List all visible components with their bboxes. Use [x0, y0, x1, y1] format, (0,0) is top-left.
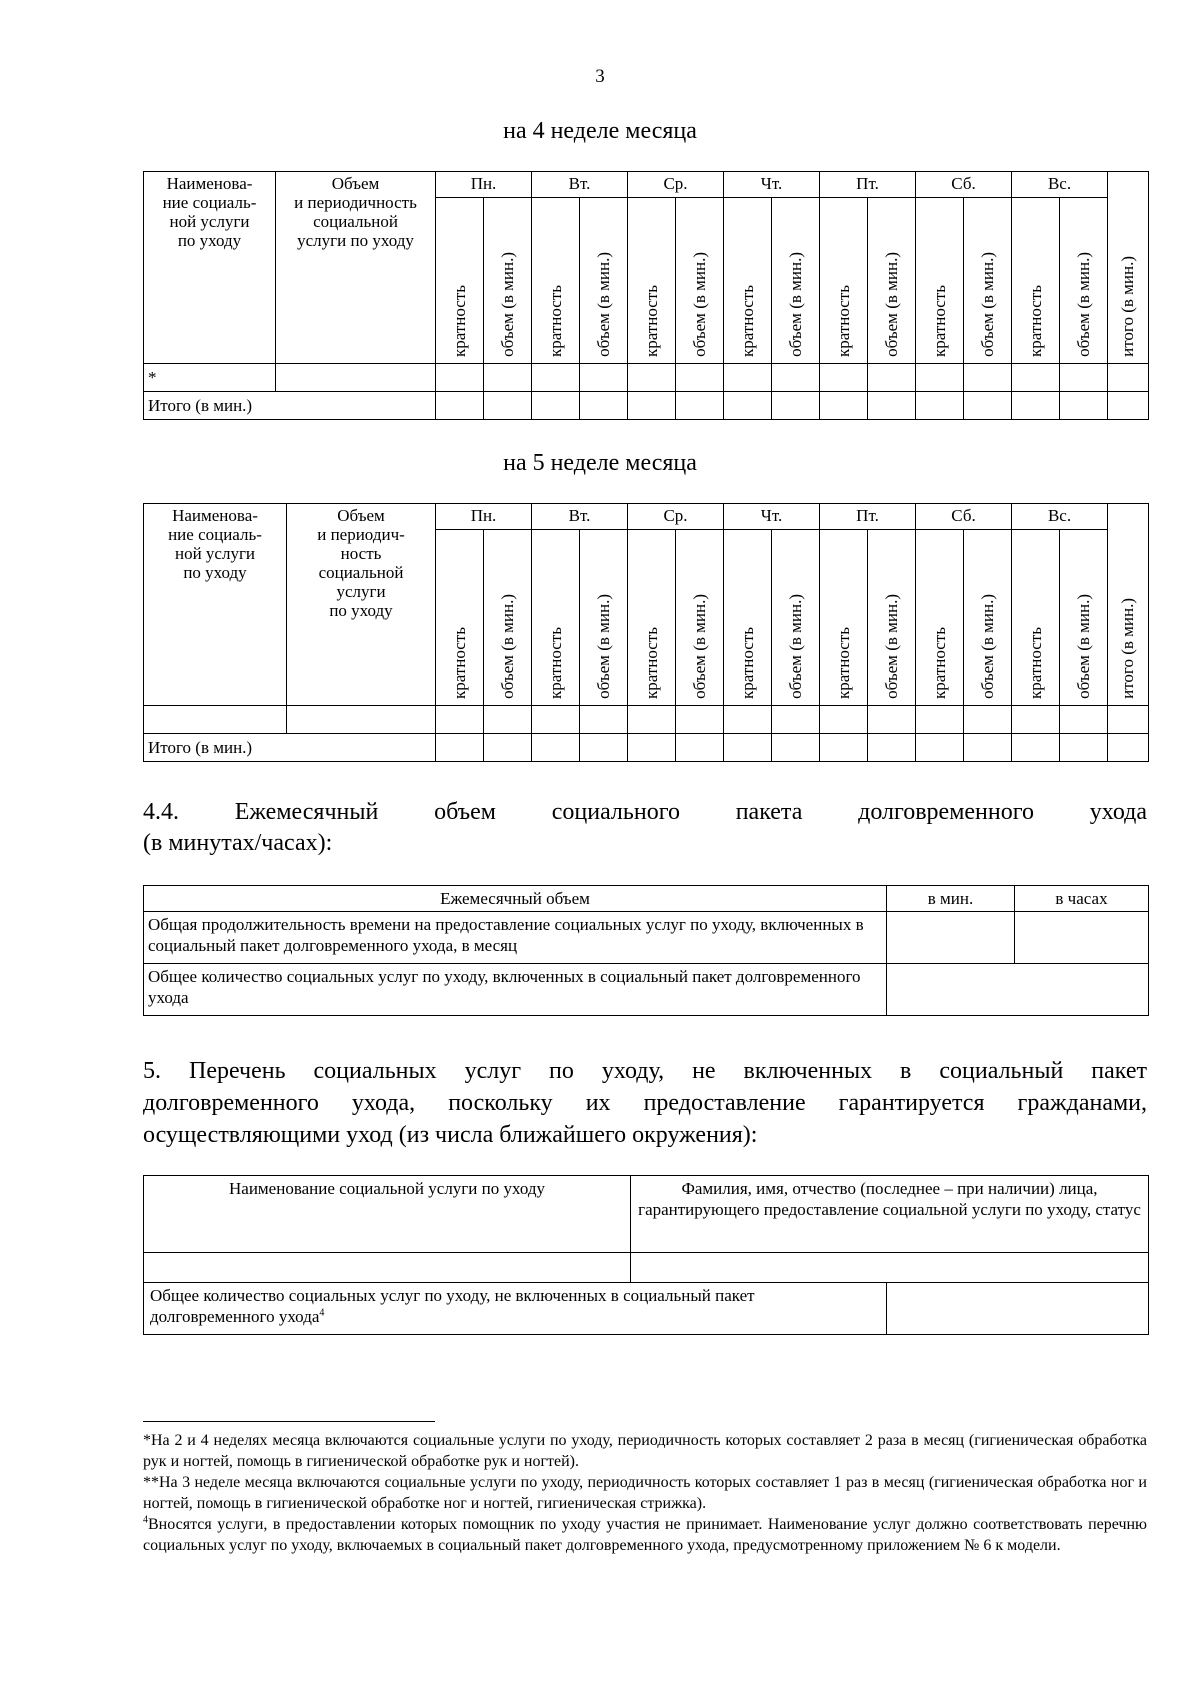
week4-sub-vol: объем (в мин.) — [676, 198, 724, 364]
monthly-header-main: Ежемесячный объем — [144, 886, 887, 912]
week5-sub-vol: объем (в мин.) — [964, 530, 1012, 706]
week4-sub-freq: кратность — [1012, 198, 1060, 364]
monthly-row-duration: Общая продолжительность времени на предоставление социальных услуг по уходу, включенных в социальный пакет долговременного ухода, в месяц — [144, 912, 887, 964]
section-5-title-line3: осуществляющими уход (из числа ближайшего окружения): — [143, 1122, 758, 1148]
week5-total-row: Итого (в мин.) — [144, 734, 436, 762]
week4-sub-freq: кратность — [436, 198, 484, 364]
week4-day-mon: Пн. — [436, 172, 532, 198]
week4-sub-vol: объем (в мин.) — [772, 198, 820, 364]
week5-col-total: итого (в мин.) — [1108, 504, 1149, 706]
monthly-header-hours: в часах — [1015, 886, 1149, 912]
week4-day-fri: Пт. — [820, 172, 916, 198]
week5-sub-freq: кратность — [724, 530, 772, 706]
week4-day-sun: Вс. — [1012, 172, 1108, 198]
week5-sub-vol: объем (в мин.) — [868, 530, 916, 706]
monthly-volume-table — [143, 885, 1149, 1016]
week5-heading: на 5 неделе месяца — [503, 450, 697, 476]
footnote-2: **На 3 неделе месяца включаются социальные услуги по уходу, периодичность которых составляет 1 раз в месяц (гигиеническая обработка ног и ногтей, помощь в гигиенической обработке ног и ногтей, гигиеническая стрижка). — [143, 1474, 1147, 1512]
week4-col-service-name: Наименова- ние социаль- ной услуги по уходу — [144, 172, 276, 364]
family-services-table — [143, 1175, 1149, 1335]
week4-day-tue: Вт. — [532, 172, 628, 198]
week5-sub-vol: объем (в мин.) — [1060, 530, 1108, 706]
week5-sub-freq: кратность — [628, 530, 676, 706]
week4-heading: на 4 неделе месяца — [503, 118, 697, 144]
family-total-row: Общее количество социальных услуг по уходу, не включенных в социальный пакет долговременного ухода$^4$ — [144, 1283, 887, 1335]
week4-sub-vol: объем (в мин.) — [964, 198, 1012, 364]
week4-sub-vol: объем (в мин.) — [868, 198, 916, 364]
week5-sub-freq: кратность — [916, 530, 964, 706]
table-row — [144, 1283, 1149, 1335]
table-row — [144, 964, 1149, 1016]
week5-schedule-table — [143, 503, 1149, 762]
week5-day-sat: Сб. — [916, 504, 1012, 530]
table-row — [144, 912, 1149, 964]
week5-sub-freq: кратность — [1012, 530, 1060, 706]
table-row — [144, 1253, 1149, 1283]
section-5-title — [143, 1055, 1147, 1151]
week5-day-wed: Ср. — [628, 504, 724, 530]
week5-sub-freq: кратность — [532, 530, 580, 706]
footnotes — [143, 1430, 1147, 1556]
table-row — [144, 734, 1149, 762]
week5-sub-vol: объем (в мин.) — [772, 530, 820, 706]
week4-col-total: итого (в мин.) — [1108, 172, 1149, 364]
week4-sub-freq: кратность — [916, 198, 964, 364]
footnote-divider — [143, 1421, 435, 1422]
family-header-service: Наименование социальной услуги по уходу — [144, 1176, 631, 1253]
week5-col-service-name: Наименова- ние социаль- ной услуги по уходу — [144, 504, 287, 706]
week4-schedule-table — [143, 171, 1149, 420]
week4-col-volume: Объем и периодичность социальной услуги по уходу — [276, 172, 436, 364]
page-number: 3 — [595, 66, 605, 87]
week4-row-marker: * — [144, 364, 276, 392]
section-4-4-title-line2: (в минутах/часах): — [143, 830, 333, 856]
week4-sub-vol: объем (в мин.) — [484, 198, 532, 364]
section-5-title-line2: долговременного ухода, поскольку их предоставление гарантируется гражданами, — [143, 1090, 1147, 1116]
week5-sub-vol: объем (в мин.) — [580, 530, 628, 706]
week4-day-thu: Чт. — [724, 172, 820, 198]
week5-sub-freq: кратность — [820, 530, 868, 706]
section-5-title-line1: 5. Перечень социальных услуг по уходу, не включенных в социальный пакет — [143, 1058, 1147, 1084]
week4-sub-freq: кратность — [532, 198, 580, 364]
family-header-person: Фамилия, имя, отчество (последнее – при наличии) лица, гарантирующего предоставление социальной услуги по уходу, статус — [631, 1176, 1149, 1253]
table-row — [144, 706, 1149, 734]
week4-sub-freq: кратность — [724, 198, 772, 364]
week5-sub-vol: объем (в мин.) — [676, 530, 724, 706]
week5-sub-freq: кратность — [436, 530, 484, 706]
section-4-4-title-line1: 4.4. Ежемесячный объем социального пакета долговременного ухода — [143, 799, 1147, 825]
table-row — [144, 364, 1149, 392]
week5-day-mon: Пн. — [436, 504, 532, 530]
week4-sub-vol: объем (в мин.) — [1060, 198, 1108, 364]
week4-day-sat: Сб. — [916, 172, 1012, 198]
table-row — [144, 392, 1149, 420]
week5-day-fri: Пт. — [820, 504, 916, 530]
week4-total-row: Итого (в мин.) — [144, 392, 436, 420]
week4-sub-freq: кратность — [628, 198, 676, 364]
week4-sub-freq: кратность — [820, 198, 868, 364]
week5-day-thu: Чт. — [724, 504, 820, 530]
monthly-row-count: Общее количество социальных услуг по уходу, включенных в социальный пакет долговременного ухода — [144, 964, 887, 1016]
week5-day-sun: Вс. — [1012, 504, 1108, 530]
week4-sub-vol: объем (в мин.) — [580, 198, 628, 364]
footnote-1: *На 2 и 4 неделях месяца включаются социальные услуги по уходу, периодичность которых составляет 2 раза в месяц (гигиеническая обработка рук и ногтей, помощь в гигиенической обработке рук и ногтей). — [143, 1432, 1147, 1470]
week5-col-volume: Объем и периодич- ность социальной услуги по уходу — [287, 504, 436, 706]
week5-day-tue: Вт. — [532, 504, 628, 530]
monthly-header-min: в мин. — [887, 886, 1015, 912]
footnote-3: $^4$Вносятся услуги, в предоставлении которых помощник по уходу участия не принимает. Наименование услуг должно соответствовать перечню социальных услуг по уходу, включаемых в социальный пакет долговременного ухода, предусмотренному приложением № 6 к модели. — [143, 1514, 1147, 1554]
week5-sub-vol: объем (в мин.) — [484, 530, 532, 706]
week5-row-marker — [144, 706, 287, 734]
week4-day-wed: Ср. — [628, 172, 724, 198]
